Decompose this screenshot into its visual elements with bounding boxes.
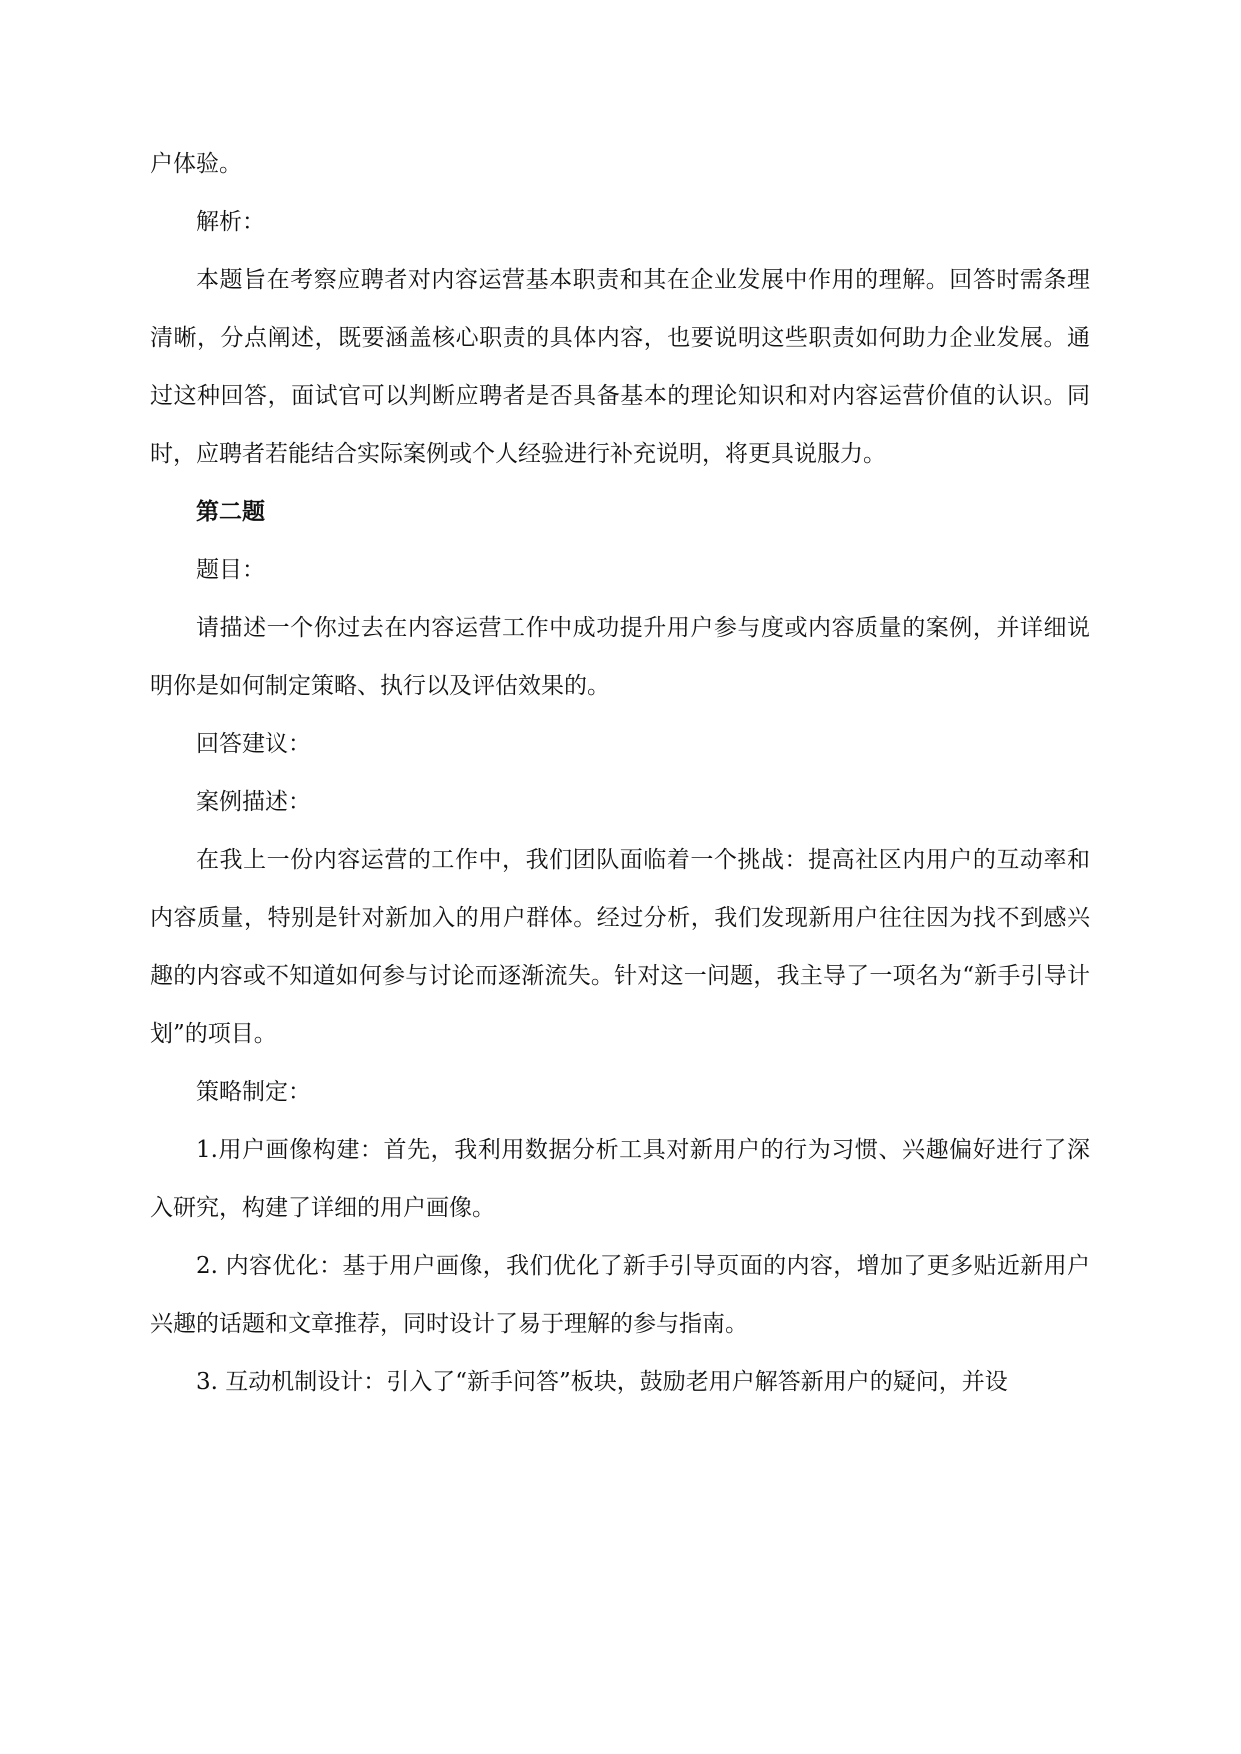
paragraph-case-description-label: 案例描述： <box>196 789 311 815</box>
paragraph-case-description-body: 在我上一份内容运营的工作中，我们团队面临着一个挑战：提高社区内用户的互动率和内容质量，特别是针对新加入的用户群体。经过分析，我们发现新用户往往因为找不到感兴趣的内容或不知道如何参与讨论而逐渐流失。针对这一问题，我主导了一项名为“新手引导计划”的项目。 <box>150 847 1090 1047</box>
list-item-content-optimization: 2. 内容优化：基于用户画像，我们优化了新手引导页面的内容，增加了更多贴近新用户兴趣的话题和文章推荐，同时设计了易于理解的参与指南。 <box>150 1253 1090 1337</box>
section-heading-question-two: 第二题 <box>196 498 265 525</box>
paragraph-answer-suggestion-label: 回答建议： <box>196 731 311 757</box>
paragraph-continuation: 户体验。 <box>150 151 242 177</box>
list-item-interaction-design: 3. 互动机制设计：引入了“新手问答”板块，鼓励老用户解答新用户的疑问，并设 <box>196 1369 1008 1395</box>
paragraph-question-body: 请描述一个你过去在内容运营工作中成功提升用户参与度或内容质量的案例，并详细说明你是如何制定策略、执行以及评估效果的。 <box>150 615 1090 699</box>
paragraph-analysis-body: 本题旨在考察应聘者对内容运营基本职责和其在企业发展中作用的理解。回答时需条理清晰，分点阐述，既要涵盖核心职责的具体内容，也要说明这些职责如何助力企业发展。通过这种回答，面试官可以判断应聘者是否具备基本的理论知识和对内容运营价值的认识。同时，应聘者若能结合实际案例或个人经验进行补充说明，将更具说服力。 <box>150 267 1090 467</box>
paragraph-question-label: 题目： <box>196 557 265 583</box>
paragraph-analysis-label: 解析： <box>196 209 265 235</box>
paragraph-strategy-label: 策略制定： <box>196 1079 311 1105</box>
document-page <box>150 135 1090 1411</box>
list-item-user-persona: 1.用户画像构建：首先，我利用数据分析工具对新用户的行为习惯、兴趣偏好进行了深入研究，构建了详细的用户画像。 <box>150 1137 1090 1221</box>
